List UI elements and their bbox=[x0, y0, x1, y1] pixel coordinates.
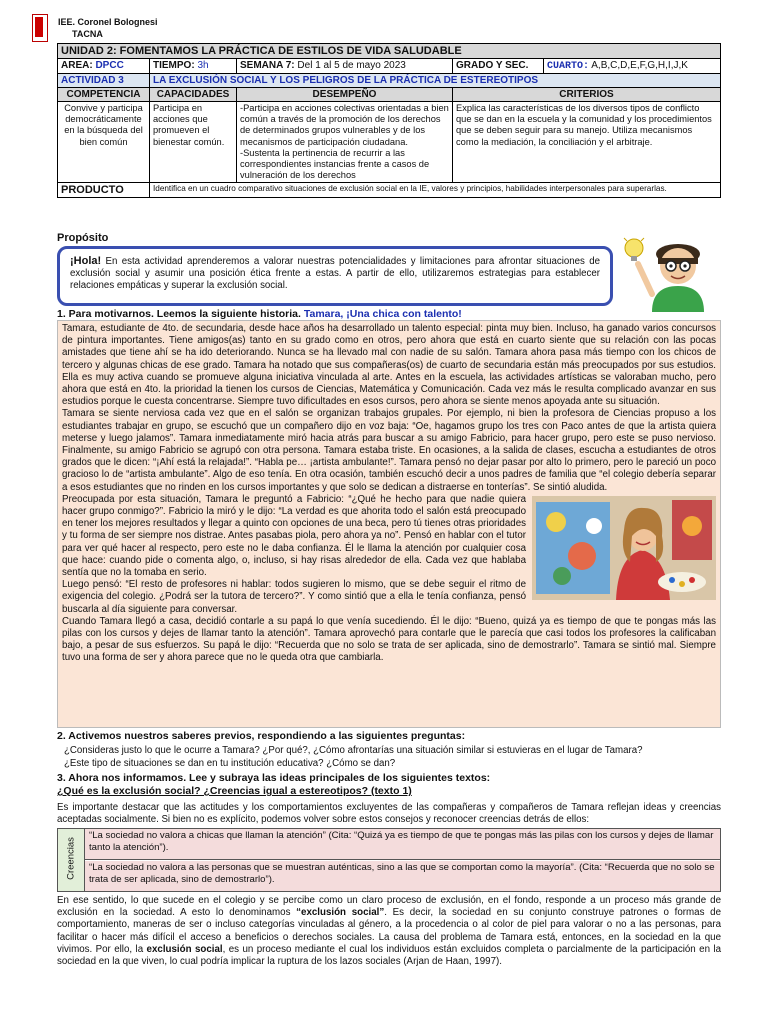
proposito-text: En esta actividad aprenderemos a valorar nuestras potencialidades y limitaciones para afrontar situaciones de exclusión social y asumir una posición ética frente a estas. A partir de ello, utilizaremos estrategias para establecer relaciones empáticas y superar la exclusión social. bbox=[70, 256, 600, 292]
time-value: 3h bbox=[197, 60, 209, 71]
section1-heading bbox=[57, 308, 462, 320]
producto-label: PRODUCTO bbox=[58, 183, 150, 198]
desempeno-item-2: -Sustenta la pertinencia de recurrir a las correspondientes instancias frente a casos de vulneración de los derechos bbox=[240, 147, 430, 181]
final-part-e: , es un proceso mediante el cual los individuos están excluidos completa o parcialmente de la participación en la sociedad en la que viven, lo cual podría implicar la ruptura de los lazos sociales (Arjan de Haan, 1997). bbox=[57, 943, 721, 968]
grade-label: GRADO Y SEC. bbox=[453, 59, 544, 74]
week-cell bbox=[237, 59, 453, 74]
final-part-a: En ese sentido, lo que sucede en el colegio y se percibe como un claro proceso de exclusión, en el fondo, responde a un proceso más grande de exclusión en la sociedad. A esto lo denominamos bbox=[57, 895, 721, 919]
desempeno-cell bbox=[237, 102, 453, 183]
desempeno-item-1: -Participa en acciones colectivas orientadas a bien común a través de la promoción de los derechos de determinados grupos vulnerables y de los mecanismos de participación ciudadana. bbox=[240, 103, 449, 147]
school-city: TACNA bbox=[72, 29, 103, 39]
final-part-d: exclusión social bbox=[146, 943, 223, 955]
grade-value: A,B,C,D,E,F,G,H,I,J,K bbox=[591, 60, 688, 71]
girl-painting-image bbox=[532, 496, 716, 600]
area-value: DPCC bbox=[95, 60, 124, 71]
story-paragraph-5: Cuando Tamara llegó a casa, decidió contarle a su papá lo que venía sucediendo. Él le dijo: “Bueno, quizá ya es tiempo de que te pongas más las pilas con los cursos y dejes de llamar tanto la atención”. Tamara aprovechó para contarle que le parecía que casi todos los profesores la calificaban bajo, a pesar de sus esfuerzos. Su papá le dijo: “Recuerda que no solo se trata de ser aplicada, sino de demostrarlo”. Tamara se sintió mal. Siempre tuvo una forma de ser y ahora parece que no le queda otra que cambiarla. bbox=[62, 615, 716, 664]
time-label: TIEMPO: bbox=[153, 60, 195, 71]
header-desempeno: DESEMPEÑO bbox=[237, 88, 453, 102]
story-paragraph-2: Tamara se siente nerviosa cada vez que en el salón se organizan trabajos grupales. Por ejemplo, ni bien la profesora de Ciencias propuso a los estudiantes trabajar en grupo, se escuchó que un compañero dijo en voz baja: “Oe, hagamos grupo los tres con Paco antes de que la artista quiera meterse y luego jalamos”. Tamara inmediatamente miró hacia atrás para buscar a su amigo Fabricio, para hacer grupo, pero este se puso nervioso. Finalmente, su amigo Fabricio se agrupó con otra persona. Tamara estaba triste. En ocasiones, a la salida de clases, escucha a estudiantes de otros grados que le dicen: “¡Ahí está la relajada!”. “Habla pe… ¡artista ambulante!”. Tamara pensó no dejar pasar por alto lo primero, pero le pareció un poco gracioso lo de “artista ambulante”. Algo de eso tenía. En otra ocasión, también escuchó decir a unos padres de familia que “el colegio debería separar a esos estudiantes que no rinden en los cursos importantes y que solo se dedican a distraerse en tonterías”. Se sintió aludida. bbox=[62, 408, 716, 493]
creencias-label-cell bbox=[58, 829, 85, 891]
creencia-1: “La sociedad no valora a chicas que llaman la atención” (Cita: “Quizá ya es tiempo de que te pongas más las pilas con los cursos y dejes de llamar tanto la atención”). bbox=[85, 829, 720, 860]
exclusion-social-paragraph bbox=[57, 895, 721, 968]
story-paragraph-1: Tamara, estudiante de 4to. de secundaria, desde hace años ha desarrollado un talento especial: pinta muy bien. Incluso, ha ganado varios concursos de pintura importantes. Tiene amigos(as) tanto en su grado como en otros, pero ahora que está en cuarto siente que su relación con las pocas amistades que tiene ahí se ha ido deteriorando. Nunca se ha llevado mal con nadie de su salón. Tamara ahora pasa más tiempo con los chicos de tercero y algunas chicas de ese grado. Tamara ha notado que sus compañeras(os) de cuarto de secundaria están más preocupados por sus estudios. Ella es muy activa cuando se promueve alguna iniciativa vinculada al arte. Antes en la escuela, las actividades artísticas se valoraban mucho, pero ahora que está en 4to. la prioridad la tienen los cursos de Ciencias, Matemática y Comunicación. Cada vez más le resulta complicado avanzar en sus estudios porque le cuesta concentrarse. Siempre tuvo dificultades en esos cursos, pero ahora se siente menos apoyada ante su situación. bbox=[62, 323, 716, 408]
competencia-cell: Convive y participa democráticamente en la búsqueda del bien común bbox=[58, 102, 150, 183]
header-criterios: CRITERIOS bbox=[453, 88, 721, 102]
proposito-box bbox=[57, 246, 613, 306]
criterios-cell: Explica las características de los diversos tipos de conflicto que se dan en la escuela y la comunidad y los procedimientos que se deben seguir para su manejo. Utiliza mecanismos como la mediación, la conciliación y el arbitraje. bbox=[453, 102, 721, 183]
section3-title: 3. Ahora nos informamos. Lee y subraya las ideas principales de los siguientes textos: bbox=[57, 772, 491, 784]
unit-title: UNIDAD 2: FOMENTAMOS LA PRÁCTICA DE ESTILOS DE VIDA SALUDABLE bbox=[58, 44, 721, 59]
week-label: SEMANA 7: bbox=[240, 60, 295, 71]
activity-title: LA EXCLUSIÓN SOCIAL Y LOS PELIGROS DE LA PRÁCTICA DE ESTEREOTIPOS bbox=[150, 74, 721, 88]
proposito-title: Propósito bbox=[57, 232, 109, 244]
creencias-label: Creencias bbox=[65, 837, 77, 880]
grade-value-label: CUARTO: bbox=[547, 61, 590, 72]
section2-title: 2. Activemos nuestros saberes previos, respondiendo a las siguientes preguntas: bbox=[57, 730, 466, 742]
grade-cell bbox=[544, 59, 721, 74]
story-paragraph-4: Luego pensó: “El resto de profesores ni hablar: todos sugieren lo mismo, que se debe seguir el ritmo de exigencia del colegio. ¿Podrá ser la tutora de tercero?”. Y como sintió que a ella le tenía confianza, pensó buscarla al día siguiente para conversar. bbox=[62, 579, 526, 615]
final-part-c: . Es decir, la sociedad en su conjunto construye patrones o formas de comportamiento, maneras de ser o incluso categorías vinculadas al género, a la procedencia o al color de piel para valorar o no a las personas, para facilitar o hacer más difícil el acceso a beneficios o derechos sociales. La causa del problema de Tamara está, entonces, en la sociedad en la que vivimos. Por ello, la bbox=[57, 907, 721, 955]
creencias-box bbox=[57, 828, 721, 892]
section3-intro: Es importante destacar que las actitudes y los comportamientos excluyentes de las compañeras y compañeros de Tamara reflejan ideas y creencias aceptadas socialmente. Si bien no es explícito, podemos volver sobre estos consejos y reconocer creencias detrás de ellos: bbox=[57, 802, 721, 826]
area-cell bbox=[58, 59, 150, 74]
section3-subtitle: ¿Qué es la exclusión social? ¿Creencias igual a estereotipos? (texto 1) bbox=[57, 785, 412, 797]
story-box bbox=[57, 320, 721, 728]
activity-label: ACTIVIDAD 3 bbox=[58, 74, 150, 88]
unit-table bbox=[57, 43, 721, 198]
final-part-b: “exclusión social” bbox=[296, 907, 385, 919]
producto-cell: Identifica en un cuadro comparativo situaciones de exclusión social en la IE, valores y principios, habilidades interpersonales para superarlas. bbox=[150, 183, 721, 198]
teacher-avatar-icon bbox=[622, 234, 712, 312]
week-value: Del 1 al 5 de mayo 2023 bbox=[297, 60, 406, 71]
header-capacidades: CAPACIDADES bbox=[150, 88, 237, 102]
school-name: IEE. Coronel Bolognesi bbox=[58, 17, 158, 27]
school-logo-icon bbox=[32, 14, 48, 42]
proposito-greeting: ¡Hola! bbox=[70, 255, 102, 267]
question-2: ¿Este tipo de situaciones se dan en tu institución educativa? ¿Cómo se dan? bbox=[64, 758, 396, 769]
question-1: ¿Consideras justo lo que le ocurre a Tamara? ¿Por qué?, ¿Cómo afrontarías una situación similar si estuvieras en el lugar de Tamara? bbox=[64, 745, 643, 756]
section1-title: 1. Para motivarnos. Leemos la siguiente historia. bbox=[57, 308, 301, 320]
time-cell bbox=[150, 59, 237, 74]
header-competencia: COMPETENCIA bbox=[58, 88, 150, 102]
story-paragraph-3: Preocupada por esta situación, Tamara le preguntó a Fabricio: “¿Qué he hecho para que nadie quiera hacer grupo conmigo?”. Fabricio la miró y le dijo: “La verdad es que ahorita todo el salón está preocupado en tener los mejores resultados y llegar a quinto con opciones de una beca, pero tú tienes otras prioridades y tu forma de ser siempre nos distrae. Antes pasabas piola, pero ahora ya no”. Pensó en hablar con el tutor para ver qué hacer al respecto, pero este no le daba confianza. Él le llama la atención por cualquier cosa que hace: cuando pide o comenta algo, o, incluso, si hay risas alrededor de ella. Cada vez que hablaba sentía que no la tomaba en serio. bbox=[62, 493, 526, 579]
capacidades-cell: Participa en acciones que promueven el bienestar común. bbox=[150, 102, 237, 183]
school-header bbox=[58, 16, 158, 40]
story-title: Tamara, ¡Una chica con talento! bbox=[303, 308, 462, 320]
creencia-2: “La sociedad no valora a las personas que se muestran auténticas, sino a las que se comportan como la mayoría”. (Cita: “Recuerda que no solo se trata de ser aplicada, sino de demostrarlo”). bbox=[85, 861, 720, 891]
area-label: AREA: bbox=[61, 60, 93, 71]
section3-heading bbox=[57, 772, 490, 798]
